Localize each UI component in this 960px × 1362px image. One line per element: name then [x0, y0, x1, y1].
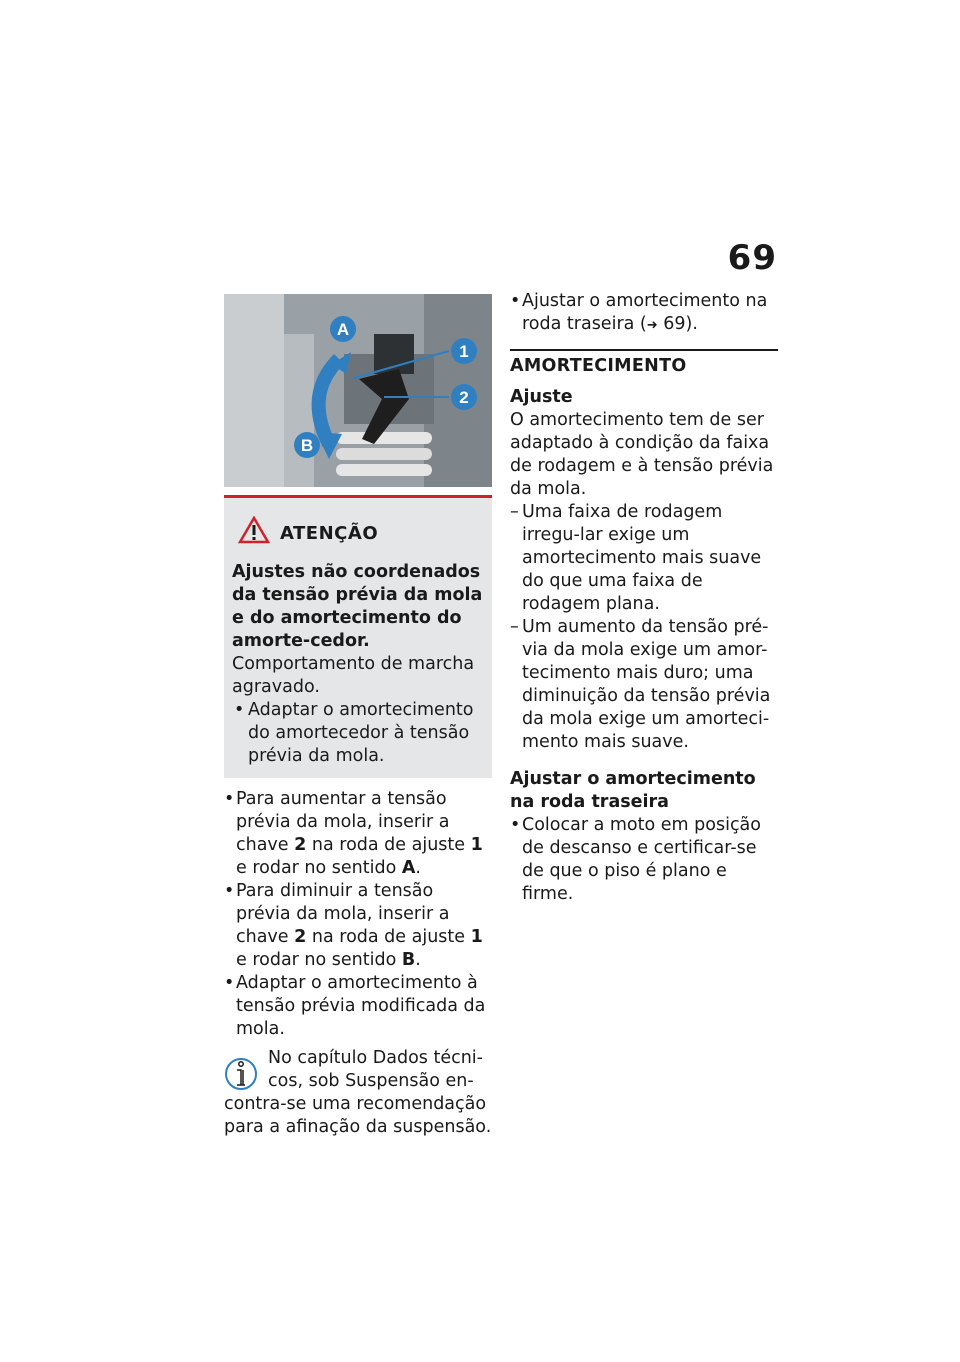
shock-absorber-photo: [224, 294, 492, 487]
right-column: [510, 290, 778, 906]
info-icon: [224, 1053, 258, 1102]
warning-text: Comportamento de marcha agravado.: [232, 654, 475, 697]
paragraph-ajuste: O amortecimento tem de ser adaptado à condição da faixa de rodagem e à tensão prévia da mola.: [510, 410, 774, 499]
left-column: [224, 294, 492, 1139]
warning-icon: [238, 516, 270, 551]
info-line-1: No capítulo Dados técni-: [268, 1048, 483, 1068]
warning-heading: Ajustes não coordenados da tensão prévia da mola e do amortecimento do amorte-cedor.: [232, 562, 483, 651]
list-item-adapt: • Adaptar o amortecimento à tensão prévia modificada da mola.: [224, 973, 486, 1039]
label-b: B: [300, 436, 314, 455]
list-item-decrease: • Para diminuir a tensão prévia da mola, inserir a chave 2 na roda de ajuste 1 e rodar no sentido B.: [224, 881, 483, 970]
info-line-2: cos, sob Suspensão en-: [268, 1071, 474, 1091]
warning-box: [224, 495, 492, 778]
top-bullet: • Ajustar o amortecimento na roda traseira (➜ 69).: [510, 291, 768, 334]
shock-absorber-illustration: [224, 294, 492, 487]
subheading-ajuste: Ajuste: [510, 387, 573, 407]
warning-bullet: • Adaptar o amortecimento do amortecedor à tensão prévia da mola.: [234, 700, 474, 766]
arrow-ref-icon: ➜: [646, 318, 658, 333]
bullet-position: • Colocar a moto em posição de descanso e certificar-se de que o piso é plano e firme.: [510, 815, 761, 904]
label-2: 2: [459, 388, 469, 407]
dash-item-1: – Uma faixa de rodagem irregu-lar exige um amortecimento mais suave do que uma faixa de rodagem plana.: [510, 502, 762, 614]
label-1: 1: [459, 342, 469, 361]
info-note: [224, 1047, 492, 1139]
label-a: A: [336, 320, 350, 339]
subheading-rear-wheel: Ajustar o amortecimento na roda traseira: [510, 769, 756, 812]
list-item-increase: • Para aumentar a tensão prévia da mola, inserir a chave 2 na roda de ajuste 1 e rodar no sentido A.: [224, 789, 483, 878]
warning-title: ATENÇÃO: [280, 523, 379, 544]
info-rest: contra-se uma recomendação para a afinação da suspensão.: [224, 1094, 492, 1137]
section-title: AMORTECIMENTO: [510, 349, 778, 378]
dash-item-2: – Um aumento da tensão pré-via da mola exige um amor-tecimento mais duro; uma diminuição da tensão prévia da mola exige um amorteci-mento mais suave.: [510, 617, 771, 752]
adjustment-list: [224, 788, 492, 1041]
page-number: 69: [727, 238, 777, 278]
